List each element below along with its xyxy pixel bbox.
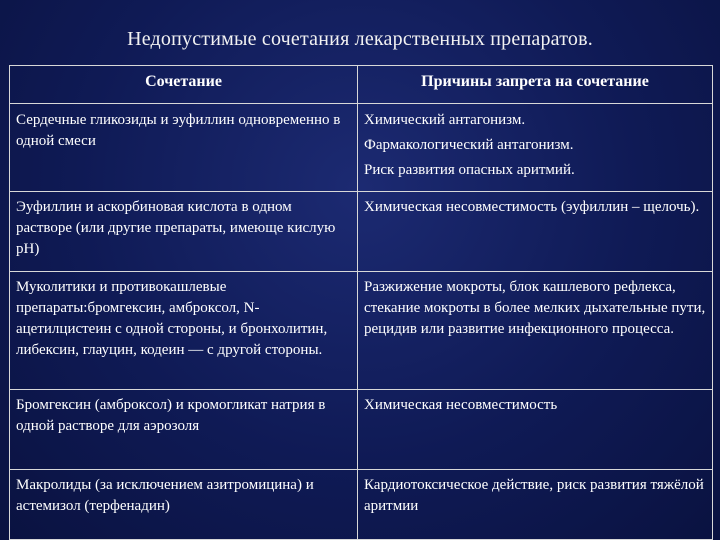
drug-combinations-table bbox=[9, 65, 713, 540]
reasons-cell bbox=[358, 272, 713, 390]
table-row bbox=[10, 104, 713, 192]
table-row bbox=[10, 272, 713, 390]
reason-text: Разжижение мокроты, блок кашлевого рефлекса, стекание мокроты в более мелких дыхательные пути, рецидив или развитие инфекционного процесса. bbox=[364, 279, 706, 337]
reasons-cell bbox=[358, 390, 713, 470]
reasons-cell bbox=[358, 104, 713, 192]
reason-text: Химическая несовместимость bbox=[364, 397, 558, 413]
reason-text: Фармакологический антагонизм. bbox=[364, 137, 574, 153]
reason-text: Риск развития опасных аритмий. bbox=[364, 162, 575, 178]
column-header-reasons: Причины запрета на сочетание bbox=[358, 66, 713, 104]
combination-cell: Бромгексин (амброксол) и кромогликат натрия в одной растворе для аэрозоля bbox=[10, 390, 358, 470]
reason-text: Химический антагонизм. bbox=[364, 112, 526, 128]
table-header-row bbox=[10, 66, 713, 104]
reasons-cell bbox=[358, 192, 713, 272]
combination-cell: Сердечные гликозиды и эуфиллин одновременно в одной смеси bbox=[10, 104, 358, 192]
table-row bbox=[10, 390, 713, 470]
column-header-combination: Сочетание bbox=[10, 66, 358, 104]
table-row bbox=[10, 470, 713, 540]
combination-cell: Макролиды (за исключением азитромицина) и астемизол (терфенадин) bbox=[10, 470, 358, 540]
combination-cell: Муколитики и противокашлевые препараты:бромгексин, амброксол, N-ацетилцистеин с одной стороны, и бронхолитин, либексин, глауцин, кодеин — с другой стороны. bbox=[10, 272, 358, 390]
reason-text: Химическая несовместимость (эуфиллин – щелочь). bbox=[364, 199, 700, 215]
reasons-cell bbox=[358, 470, 713, 540]
combination-cell: Эуфиллин и аскорбиновая кислота в одном растворе (или другие препараты, имеюще кислую рН) bbox=[10, 192, 358, 272]
page-title: Недопустимые сочетания лекарственных препаратов. bbox=[127, 28, 593, 50]
reason-text: Кардиотоксическое действие, риск развития тяжёлой аритмии bbox=[364, 477, 704, 514]
table-row bbox=[10, 192, 713, 272]
